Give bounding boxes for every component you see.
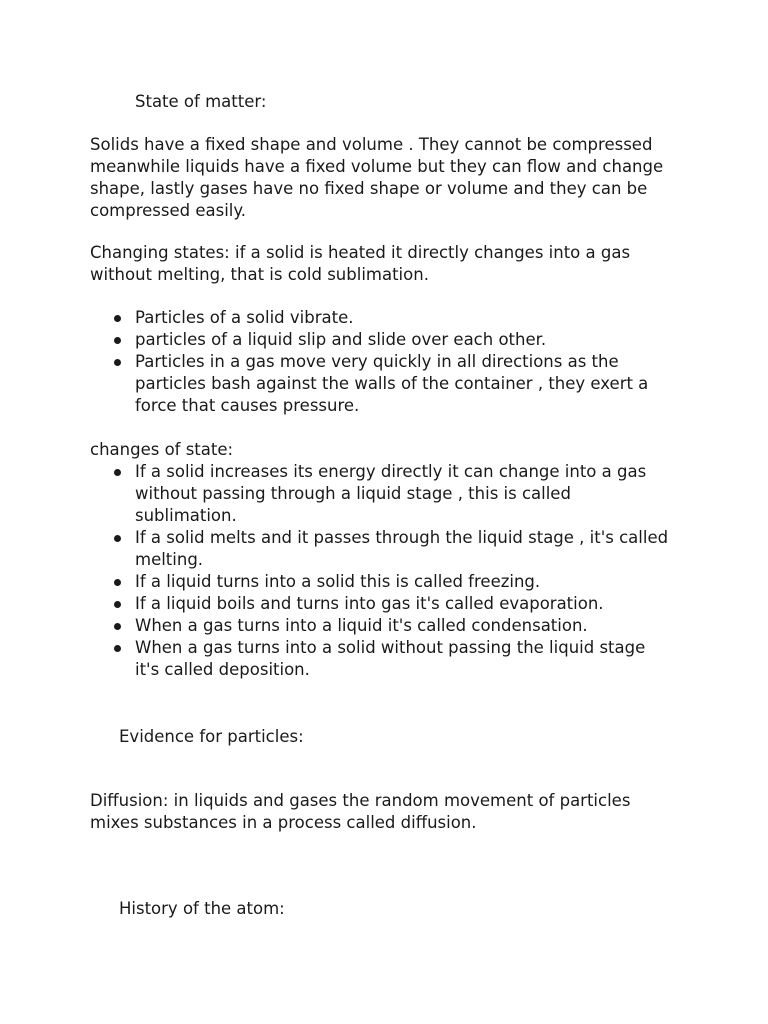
particles-list	[90, 307, 690, 417]
paragraph-diffusion: Diffusion: in liquids and gases the random movement of particles mixes substances in a process called diffusion.	[90, 791, 631, 832]
changes-heading: changes of state:	[90, 440, 234, 459]
paragraph-changing-states: Changing states: if a solid is heated it directly changes into a gas without melting, that is cold sublimation.	[90, 243, 631, 284]
list-item: Particles of a solid vibrate.	[90, 307, 690, 329]
changes-list	[90, 461, 690, 681]
list-item: Particles in a gas move very quickly in all directions as the particles bash against the walls of the container , they exert a force that causes pressure.	[90, 351, 665, 417]
list-item: If a liquid boils and turns into gas it's called evaporation.	[90, 593, 690, 615]
list-item: If a liquid turns into a solid this is called freezing.	[90, 571, 690, 593]
heading-state-of-matter: State of matter:	[135, 92, 267, 111]
paragraph-solids: Solids have a fixed shape and volume . They cannot be compressed meanwhile liquids have a fixed volume but they can flow and change shape, lastly gases have no fixed shape or volume and they can be compressed easily.	[90, 135, 664, 220]
heading-history: History of the atom:	[119, 899, 285, 918]
list-item: If a solid increases its energy directly it can change into a gas without passing through a liquid stage , this is called sublimation.	[90, 461, 665, 527]
list-item: When a gas turns into a solid without passing the liquid stage it's called deposition.	[90, 637, 665, 681]
list-item: When a gas turns into a liquid it's called condensation.	[90, 615, 690, 637]
list-item: If a solid melts and it passes through the liquid stage , it's called melting.	[90, 527, 685, 571]
list-item: particles of a liquid slip and slide over each other.	[90, 329, 690, 351]
heading-evidence: Evidence for particles:	[119, 727, 304, 746]
